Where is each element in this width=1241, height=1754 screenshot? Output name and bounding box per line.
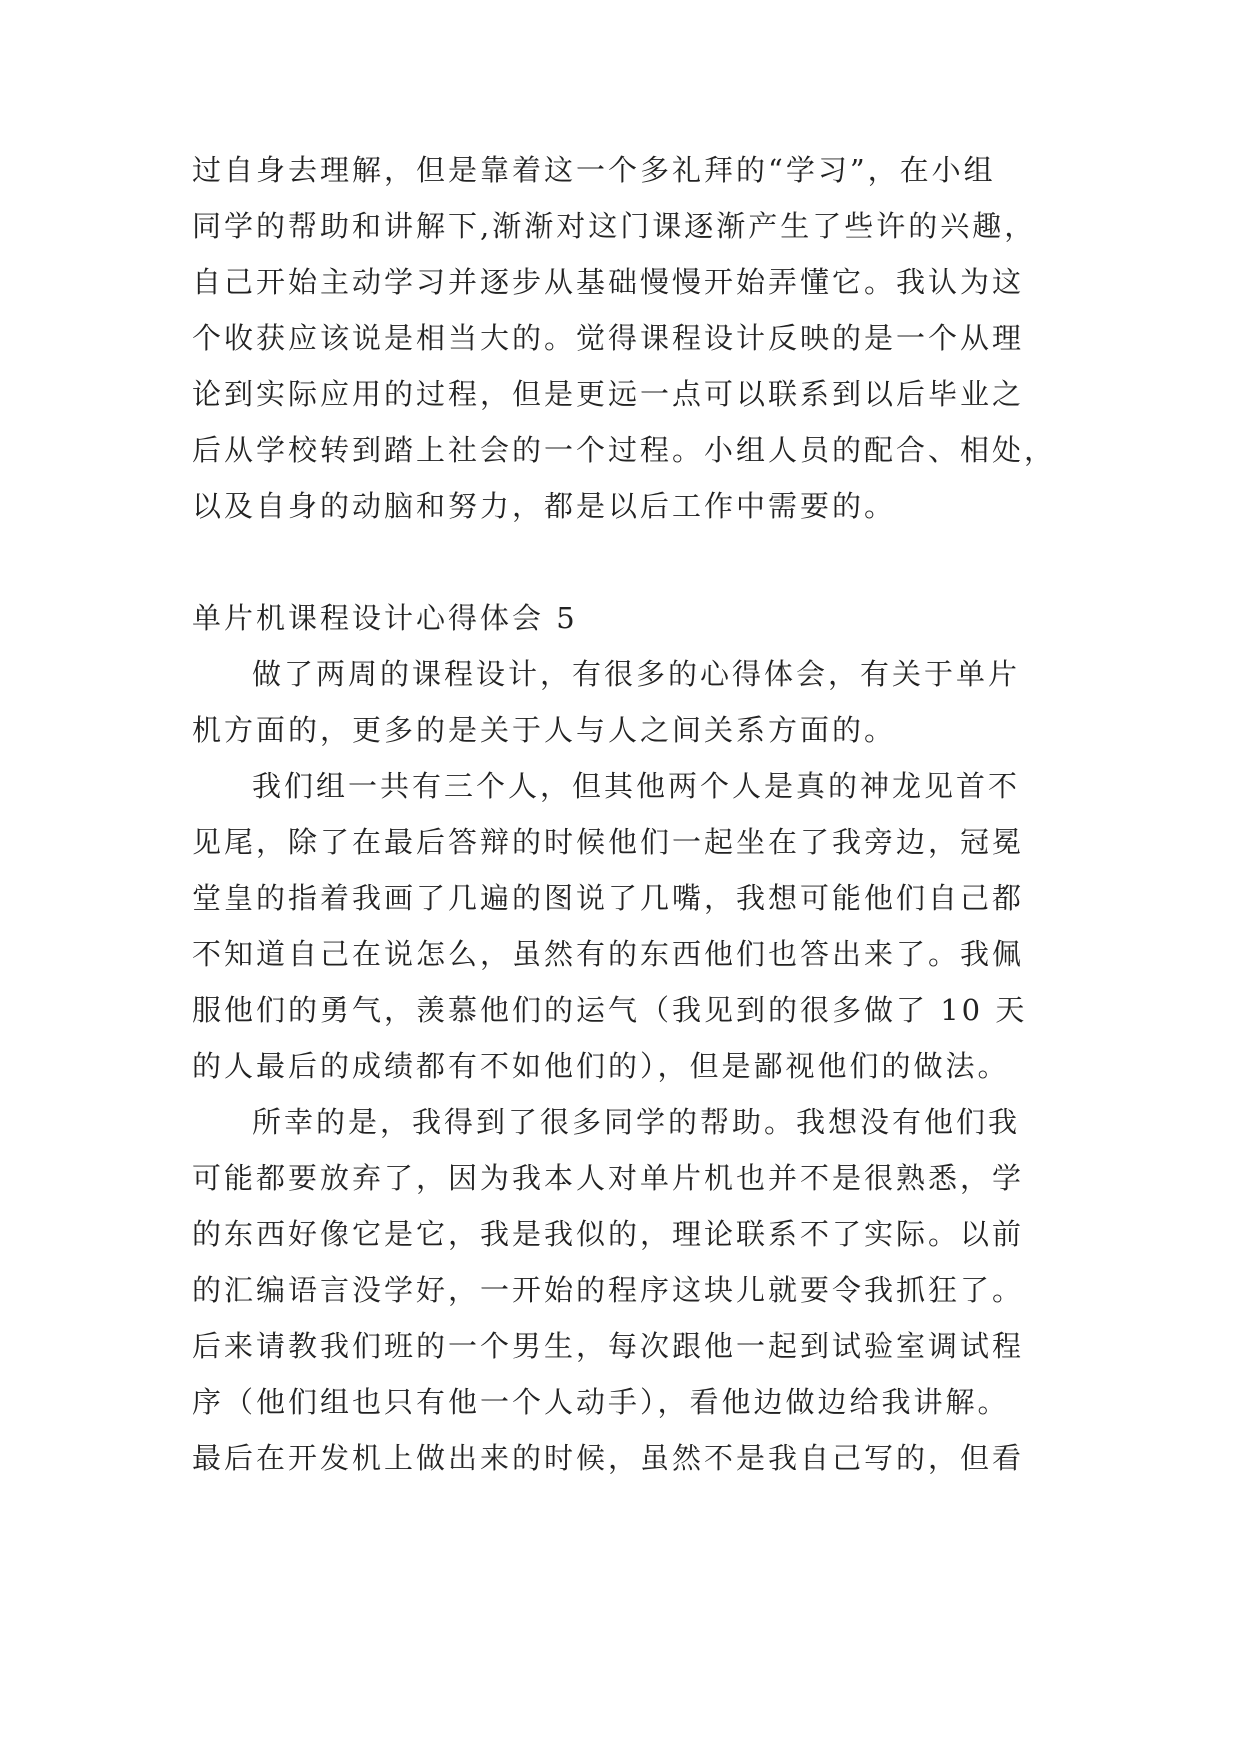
text-line: 后来请教我们班的一个男生，每次跟他一起到试验室调试程 <box>192 1329 1025 1363</box>
text-line: 可能都要放弃了，因为我本人对单片机也并不是很熟悉，学 <box>192 1161 1025 1195</box>
text-line: 我们组一共有三个人，但其他两个人是真的神龙见首不 <box>252 769 1021 803</box>
text-line: 个收获应该说是相当大的。觉得课程设计反映的是一个从理 <box>192 321 1025 355</box>
section-heading: 单片机课程设计心得体会 5 <box>192 601 578 635</box>
text-line: 所幸的是，我得到了很多同学的帮助。我想没有他们我 <box>252 1105 1021 1139</box>
text-line: 堂皇的指着我画了几遍的图说了几嘴，我想可能他们自己都 <box>192 881 1025 915</box>
text-line: 同学的帮助和讲解下,渐渐对这门课逐渐产生了些许的兴趣， <box>192 209 1037 243</box>
text-line: 自己开始主动学习并逐步从基础慢慢开始弄懂它。我认为这 <box>192 265 1025 299</box>
text-line: 以及自身的动脑和努力，都是以后工作中需要的。 <box>192 489 897 523</box>
text-line: 见尾，除了在最后答辩的时候他们一起坐在了我旁边，冠冕 <box>192 825 1025 859</box>
text-line: 的人最后的成绩都有不如他们的），但是鄙视他们的做法。 <box>192 1049 1010 1083</box>
text-line: 序（他们组也只有他一个人动手），看他边做边给我讲解。 <box>192 1385 1010 1419</box>
text-line: 不知道自己在说怎么，虽然有的东西他们也答出来了。我佩 <box>192 937 1025 971</box>
text-line: 做了两周的课程设计，有很多的心得体会，有关于单片 <box>252 657 1021 691</box>
text-line: 后从学校转到踏上社会的一个过程。小组人员的配合、相处， <box>192 433 1057 467</box>
text-line: 服他们的勇气，羡慕他们的运气（我见到的很多做了 10 天 <box>192 993 1028 1027</box>
text-line: 论到实际应用的过程，但是更远一点可以联系到以后毕业之 <box>192 377 1025 411</box>
text-line: 的汇编语言没学好，一开始的程序这块儿就要令我抓狂了。 <box>192 1273 1025 1307</box>
text-line: 过自身去理解，但是靠着这一个多礼拜的“学习”，在小组 <box>192 153 996 187</box>
text-line: 的东西好像它是它，我是我似的，理论联系不了实际。以前 <box>192 1217 1025 1251</box>
text-line: 最后在开发机上做出来的时候，虽然不是我自己写的，但看 <box>192 1441 1025 1475</box>
text-line: 机方面的，更多的是关于人与人之间关系方面的。 <box>192 713 897 747</box>
